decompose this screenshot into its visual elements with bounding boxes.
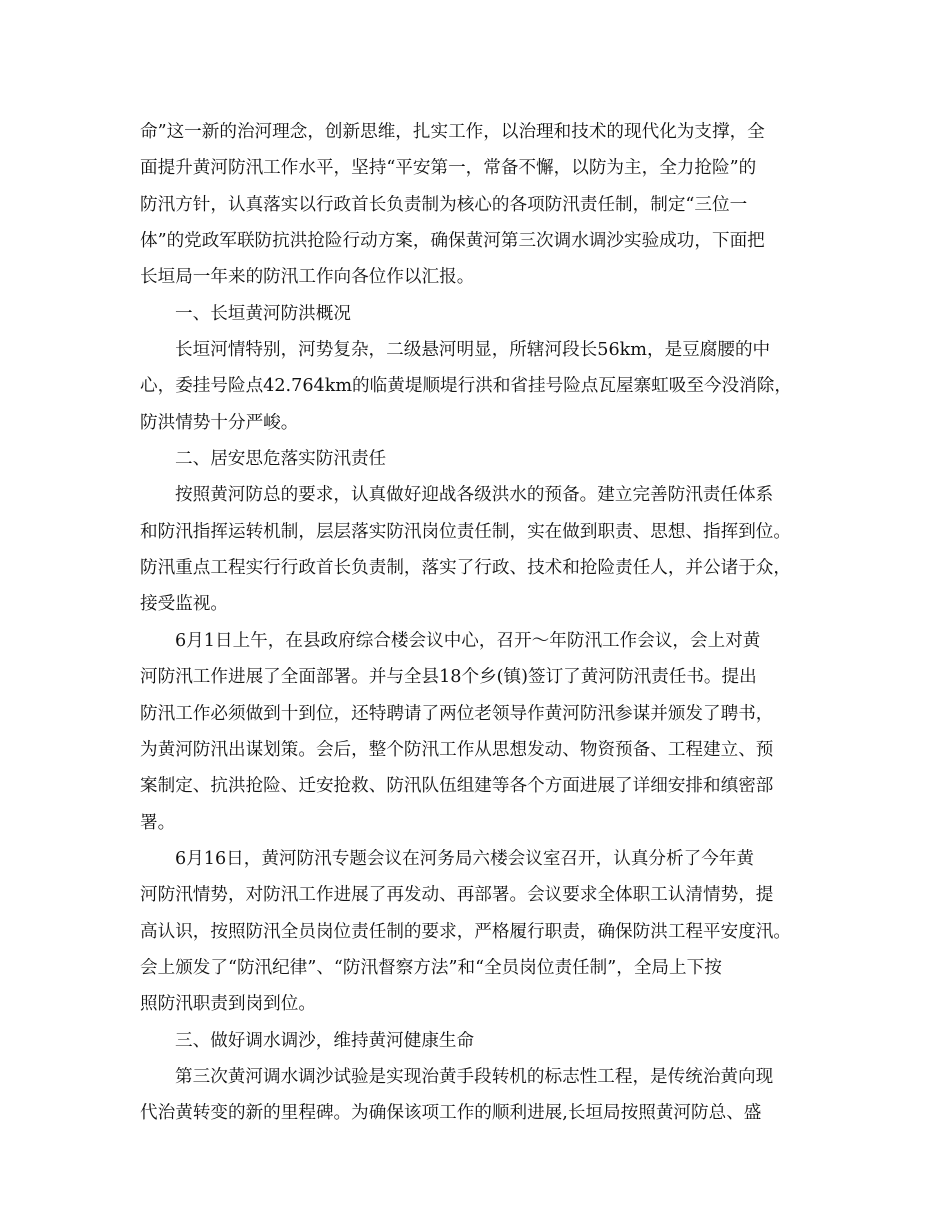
text-line: 照防汛职责到岗到位。: [140, 994, 316, 1015]
document-body: [140, 114, 840, 1132]
text-line: 二、居安思危落实防汛责任: [175, 449, 387, 470]
text-line: 会上颁发了“防汛纪律”、“防汛督察方法”和“全员岗位责任制”，全局上下按: [140, 957, 722, 978]
text-line: 代治黄转变的新的里程碑。为确保该项工作的顺利进展,长垣局按照黄河防总、盛: [140, 1103, 762, 1124]
text-line: 防汛工作必须做到十到位，还特聘请了两位老领导作黄河防汛参谋并颁发了聘书，: [140, 703, 774, 724]
text-line: 长垣河情特别，河势复杂，二级悬河明显，所辖河段长56km，是豆腐腰的中: [175, 340, 771, 361]
text-line: 防汛方针，认真落实以行政首长负责制为核心的各项防汛责任制，制定“三位一: [140, 194, 748, 215]
text-line: 一、长垣黄河防洪概况: [175, 303, 351, 324]
text-line: 署。: [140, 812, 176, 833]
text-line: 案制定、抗洪抢险、迁安抢救、防汛队伍组建等各个方面进展了详细安排和缜密部: [140, 776, 774, 797]
text-line: 河防汛工作进展了全面部署。并与全县18个乡(镇)签订了黄河防汛责任书。提出: [140, 667, 757, 688]
text-line: 防汛重点工程实行行政首长负责制，落实了行政、技术和抢险责任人，并公诸于众，: [140, 558, 791, 579]
text-line: 高认识，按照防汛全员岗位责任制的要求，严格履行职责，确保防洪工程平安度汛。: [140, 921, 791, 942]
text-line: 三、做好调水调沙，维持黄河健康生命: [175, 1030, 475, 1051]
text-line: 接受监视。: [140, 594, 228, 615]
text-line: 命”这一新的治河理念，创新思维，扎实工作，以治理和技术的现代化为支撑，全: [140, 122, 765, 142]
text-line: 6月16日，黄河防汛专题会议在河务局六楼会议室召开，认真分析了今年黄: [175, 848, 754, 869]
text-line: 防洪情势十分严峻。: [140, 412, 299, 433]
text-line: 长垣局一年来的防汛工作向各位作以汇报。: [140, 267, 475, 288]
text-line: 按照黄河防总的要求，认真做好迎战各级洪水的预备。建立完善防汛责任体系: [175, 485, 774, 506]
text-line: 心，委挂号险点42.764km的临黄堤顺堤行洪和省挂号险点瓦屋寨虹吸至今没消除，: [140, 376, 792, 397]
text-line: 面提升黄河防汛工作水平，坚持“平安第一，常备不懈，以防为主，全力抢险”的: [140, 158, 757, 179]
text-line: 和防汛指挥运转机制，层层落实防汛岗位责任制，实在做到职责、思想、指挥到位。: [140, 521, 791, 542]
text-line: 为黄河防汛出谋划策。会后，整个防汛工作从思想发动、物资预备、工程建立、预: [140, 739, 774, 760]
text-line: 河防汛情势，对防汛工作进展了再发动、再部署。会议要求全体职工认清情势，提: [140, 885, 774, 906]
text-line: 体”的党政军联防抗洪抢险行动方案，确保黄河第三次调水调沙实验成功，下面把: [140, 231, 765, 252]
text-line: 第三次黄河调水调沙试验是实现治黄手段转机的标志性工程，是传统治黄向现: [175, 1066, 774, 1087]
text-line: 6月1日上午，在县政府综合楼会议中心，召开～年防汛工作会议，会上对黄: [175, 630, 761, 651]
